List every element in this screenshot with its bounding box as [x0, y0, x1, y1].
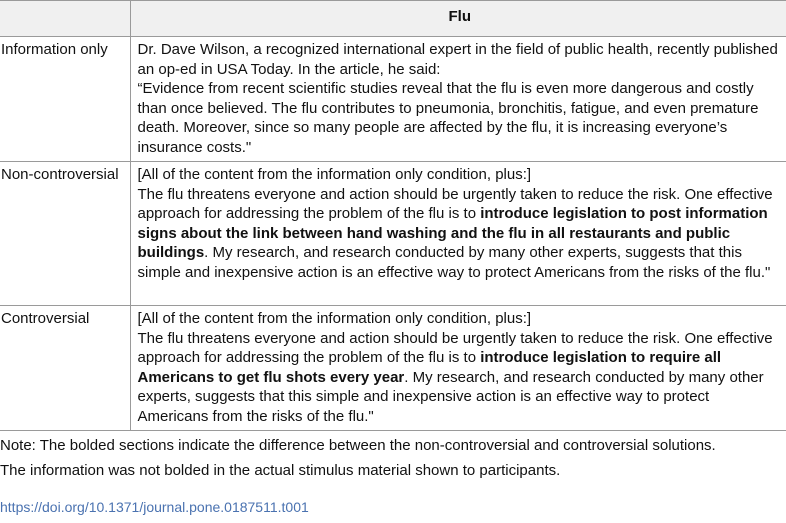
- condition-label: Information only: [0, 37, 130, 162]
- condition-content: [130, 37, 786, 162]
- bold-text-segment: introduce legislation to post information signs about the link between hand washing and the flu in all restaurants and public buildings: [137, 205, 768, 261]
- text-segment: “Evidence from recent scientific studies reveal that the flu is even more dangerous and costly than once believed. The flu contributes to pneumonia, bronchitis, fatigue, and even premature death. Moreover, since so many people are affected by the flu, it is increasing everyone’s insurance costs.": [137, 80, 759, 156]
- text-segment: The flu threatens everyone and action should be urgently taken to reduce the risk. One effective approach for addressing the problem of the flu is to: [137, 185, 773, 222]
- table-row-controversial: [0, 306, 786, 431]
- content-paragraph: [138, 79, 783, 157]
- content-paragraph: [138, 309, 783, 329]
- table-note-line-2: The information was not bolded in the actual stimulus material shown to participants.: [0, 462, 561, 479]
- table-note-line-1: Note: The bolded sections indicate the difference between the non-controversial and controversial solutions.: [0, 437, 716, 454]
- text-segment: [All of the content from the information only condition, plus:]: [137, 310, 532, 327]
- content-paragraph: [138, 165, 783, 185]
- doi-link[interactable]: https://doi.org/10.1371/journal.pone.0187511.t001: [0, 499, 309, 515]
- table-row-information-only: [0, 37, 786, 162]
- condition-content: [130, 306, 786, 431]
- text-segment: The flu threatens everyone and action should be urgently taken to reduce the risk. One effective approach for addressing the problem of the flu is to: [137, 329, 773, 366]
- header-corner-cell: [0, 1, 130, 37]
- content-paragraph: [138, 40, 783, 79]
- text-segment: Dr. Dave Wilson, a recognized international expert in the field of public health, recently published an op-ed in USA Today. In the article, he said:: [137, 41, 778, 78]
- condition-label: Controversial: [0, 306, 130, 431]
- text-segment: . My research, and research conducted by many other experts, suggests that this simple and inexpensive action is an effective way to protect Americans from the risks of the flu.": [137, 244, 771, 281]
- header-flu: Flu: [130, 1, 786, 37]
- content-paragraph: [138, 329, 783, 427]
- condition-label: Non-controversial: [0, 162, 130, 306]
- text-segment: . My research, and research conducted by many other experts, suggests that this simple and inexpensive action is an effective way to protect Americans from the risks of the flu.": [137, 368, 764, 425]
- condition-content: [130, 162, 786, 306]
- bold-text-segment: introduce legislation to require all Americans to get flu shots every year: [137, 349, 722, 386]
- table-header-row: [0, 1, 786, 37]
- content-paragraph: [138, 185, 783, 283]
- text-segment: [All of the content from the information only condition, plus:]: [137, 166, 532, 183]
- table-row-non-controversial: [0, 162, 786, 306]
